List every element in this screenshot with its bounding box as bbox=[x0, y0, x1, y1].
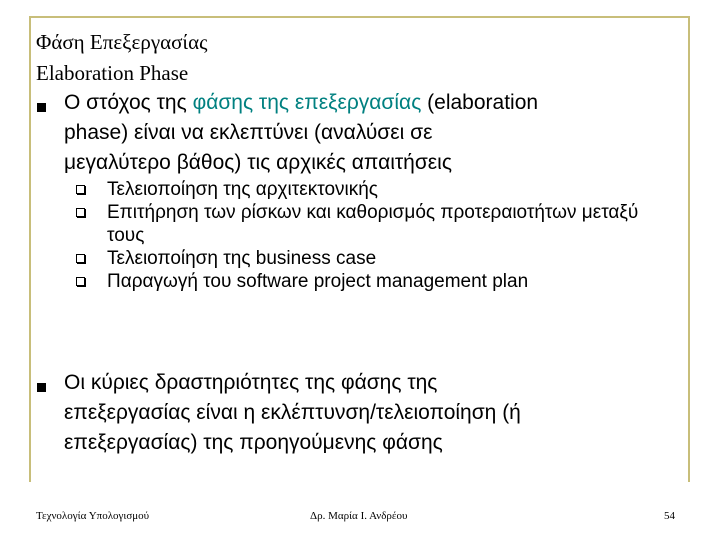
checkbox-bullet-icon bbox=[76, 208, 85, 217]
sub-item-text: Παραγωγή του software project management plan bbox=[107, 271, 529, 292]
sub-item-text: Τελειοποίηση της αρχιτεκτονικής bbox=[107, 179, 378, 200]
bullet-1-line-1 bbox=[64, 88, 694, 118]
bullet-marker-1 bbox=[37, 103, 46, 112]
sub-item-text: Επιτήρηση των ρίσκων και καθορισμός προτεραιοτήτων μεταξύ τους bbox=[107, 202, 639, 246]
checkbox-bullet-icon bbox=[76, 185, 85, 194]
footer-author: Δρ. Μαρία Ι. Ανδρέου bbox=[310, 510, 408, 522]
footer-course: Τεχνολογία Υπολογισμού bbox=[36, 510, 150, 522]
bullet-1-line-1-end: (elaboration bbox=[421, 91, 539, 114]
title-greek: Φάση Επεξεργασίας bbox=[36, 30, 208, 54]
sub-item-list bbox=[76, 178, 667, 293]
bullet-2-text bbox=[64, 368, 694, 458]
bullet-marker-2 bbox=[37, 383, 46, 392]
bullet-1-line-1-start: Ο στόχος της bbox=[64, 91, 193, 114]
bullet-1-text bbox=[64, 88, 694, 178]
sub-item-text: Τελειοποίηση της business case bbox=[107, 248, 377, 269]
bullet-2-line-2: επεξεργασίας είναι η εκλέπτυνση/τελειοποίηση (ή bbox=[64, 401, 521, 424]
bullet-2-line-1: Οι κύριες δραστηριότητες της φάσης της bbox=[64, 371, 438, 394]
bullet-1-line-2: phase) είναι να εκλεπτύνει (αναλύσει σε bbox=[64, 121, 433, 144]
bullet-2-line-3: επεξεργασίας) της προηγούμενης φάσης bbox=[64, 431, 443, 454]
sub-item bbox=[76, 247, 667, 270]
bullet-1-highlight: φάσης της επεξεργασίας bbox=[192, 91, 422, 114]
sub-item bbox=[76, 201, 667, 247]
sub-item bbox=[76, 270, 667, 293]
bullet-1-line-3: μεγαλύτερο βάθος) τις αρχικές απαιτήσεις bbox=[64, 151, 452, 174]
title-english: Elaboration Phase bbox=[36, 61, 189, 85]
checkbox-bullet-icon bbox=[76, 277, 85, 286]
sub-item bbox=[76, 178, 667, 201]
checkbox-bullet-icon bbox=[76, 254, 85, 263]
page-number: 54 bbox=[664, 510, 675, 522]
